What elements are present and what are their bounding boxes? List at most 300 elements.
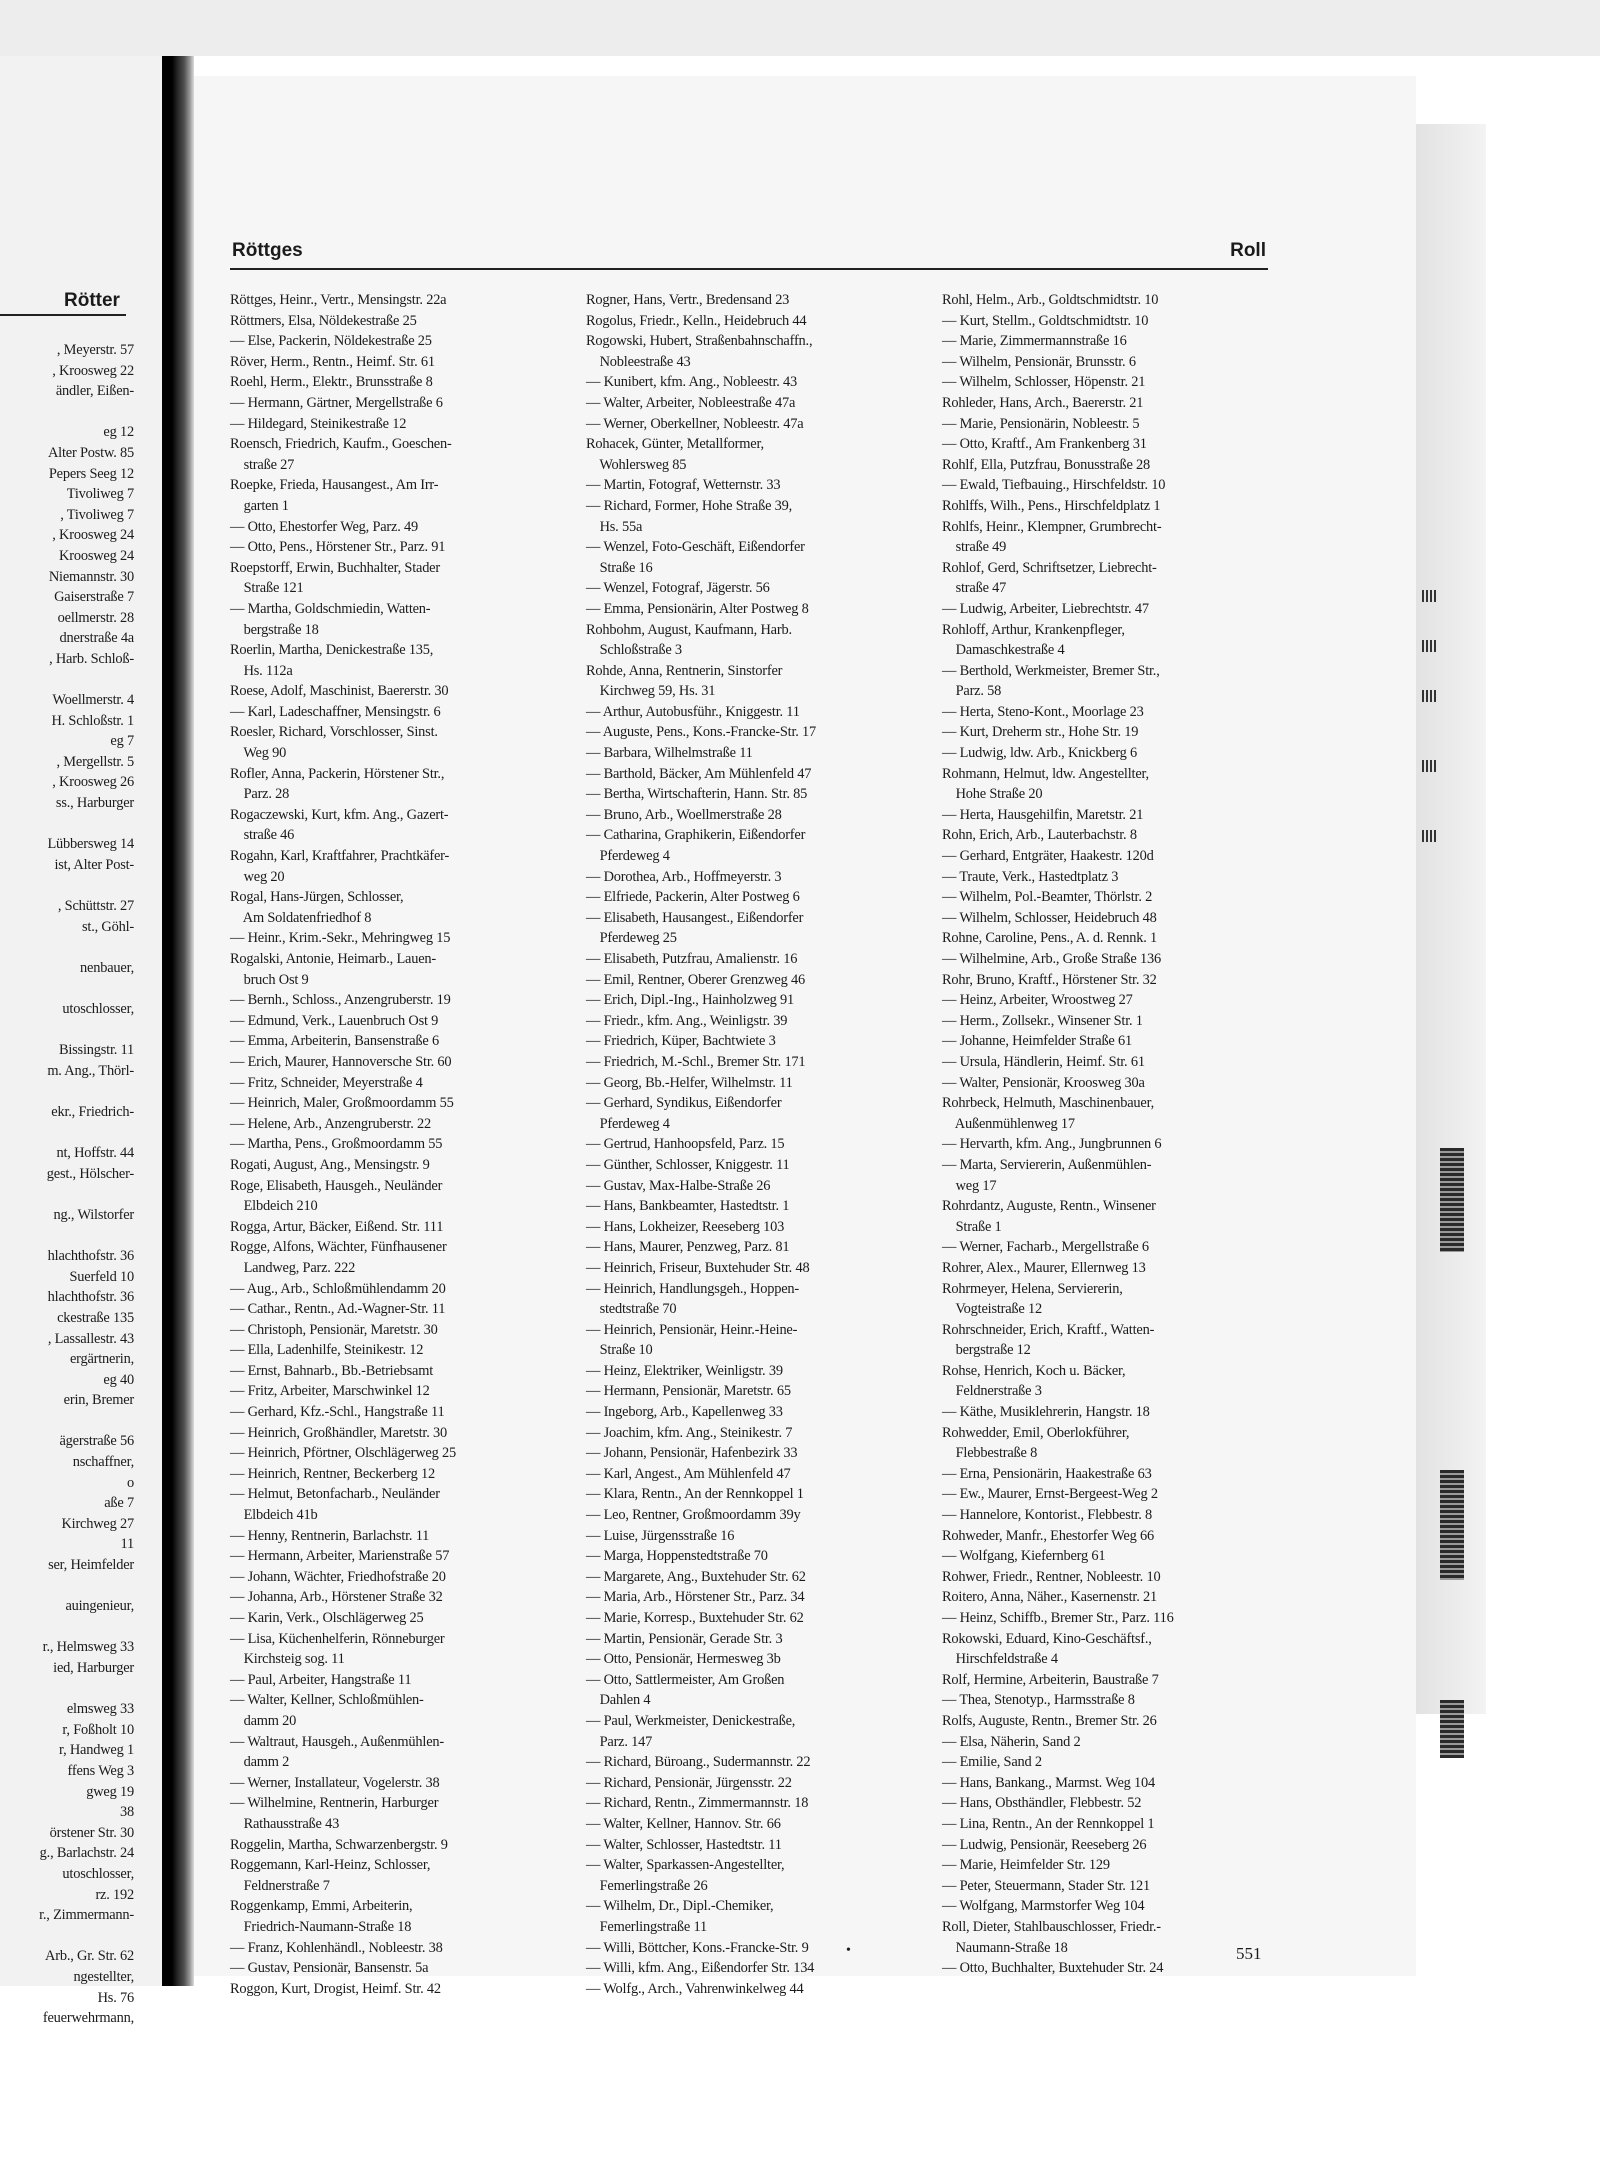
directory-entry-line: Rohweder, Manfr., Ehestorfer Weg 66 bbox=[942, 1527, 1154, 1544]
directory-entry-line: — Heinz, Schiffb., Bremer Str., Parz. 116 bbox=[942, 1610, 1174, 1626]
directory-entry-line: Kirchweg 59, Hs. 31 bbox=[586, 683, 716, 700]
directory-entry-line: Hs. 55a bbox=[586, 518, 643, 535]
directory-entry-line: Roepke, Frieda, Hausangest., Am Irr- bbox=[230, 477, 439, 494]
directory-entry-line: Nobleestraße 43 bbox=[586, 353, 691, 370]
directory-entry-line: Wohlersweg 85 bbox=[586, 456, 687, 473]
directory-entry-line: — Paul, Arbeiter, Hangstraße 11 bbox=[230, 1671, 412, 1688]
left-page-line: H. Schloßstr. 1 bbox=[51, 712, 134, 729]
directory-entry-line: — Heinrich, Großhändler, Maretstr. 30 bbox=[230, 1424, 448, 1441]
edge-bleed-tick bbox=[1422, 690, 1438, 702]
directory-entry-line: — Gerhard, Kfz.-Schl., Hangstraße 11 bbox=[230, 1404, 445, 1421]
directory-entry-line: — Friedrich, Küper, Bachtwiete 3 bbox=[586, 1033, 776, 1050]
left-page-line bbox=[0, 1226, 134, 1247]
directory-entry-line: — Heinr., Krim.-Sekr., Mehringweg 15 bbox=[230, 930, 451, 947]
directory-entry-line: — Heinrich, Pförtner, Olschlägerweg 25 bbox=[230, 1445, 457, 1462]
directory-entry-line: — Ursula, Händlerin, Heimf. Str. 61 bbox=[942, 1053, 1145, 1070]
directory-entry-line: — Peter, Steuermann, Stader Str. 121 bbox=[942, 1877, 1151, 1894]
directory-entry-line: Straße 121 bbox=[230, 580, 304, 597]
directory-entry-line: — Ludwig, Pensionär, Reeseberg 26 bbox=[942, 1836, 1147, 1853]
directory-entry-line: — Marie, Heimfelder Str. 129 bbox=[942, 1857, 1110, 1874]
left-page-line: m. Ang., Thörl- bbox=[47, 1062, 134, 1079]
directory-entry-line: — Wenzel, Foto-Geschäft, Eißendorfer bbox=[586, 539, 805, 556]
directory-entry-line: — Paul, Werkmeister, Denickestraße, bbox=[586, 1712, 796, 1729]
directory-entry-line: — Auguste, Pens., Kons.-Francke-Str. 17 bbox=[586, 724, 817, 741]
directory-entry-line: — Kunibert, kfm. Ang., Nobleestr. 43 bbox=[586, 374, 798, 391]
left-page-line: Pepers Seeg 12 bbox=[48, 465, 134, 482]
directory-entry-line: — Barbara, Wilhelmstraße 11 bbox=[586, 745, 753, 762]
book-binding bbox=[162, 56, 194, 1986]
directory-entry-line: Weg 90 bbox=[230, 745, 287, 762]
directory-entry-line: bruch Ost 9 bbox=[230, 971, 309, 988]
directory-entry-line: — Gustav, Max-Halbe-Straße 26 bbox=[586, 1177, 771, 1194]
directory-entry-line: garten 1 bbox=[230, 497, 289, 514]
directory-entry-line: Rohleder, Hans, Arch., Baererstr. 21 bbox=[942, 394, 1144, 411]
directory-entry-line: Rohse, Henrich, Koch u. Bäcker, bbox=[942, 1362, 1126, 1379]
directory-entry-line: Straße 10 bbox=[586, 1342, 653, 1359]
directory-entry-line: straße 27 bbox=[230, 456, 295, 473]
directory-entry-line: — Gerhard, Entgräter, Haakestr. 120d bbox=[942, 848, 1154, 865]
edge-bleed-mark bbox=[1440, 1148, 1464, 1252]
directory-entry-line: — Wilhelmine, Arb., Große Straße 136 bbox=[942, 951, 1161, 967]
directory-entry-line: Am Soldatenfriedhof 8 bbox=[230, 909, 372, 926]
left-page-line bbox=[0, 1123, 134, 1144]
directory-entry-line: Landweg, Parz. 222 bbox=[230, 1259, 356, 1276]
edge-bleed-mark bbox=[1440, 1470, 1464, 1580]
directory-entry-line: Kirchsteig sog. 11 bbox=[230, 1651, 345, 1668]
left-page-line bbox=[0, 1679, 134, 1700]
directory-entry-line: — Traute, Verk., Hastedtplatz 3 bbox=[942, 868, 1119, 885]
directory-entry-line: — Hannelore, Kontorist., Flebbestr. 8 bbox=[942, 1507, 1153, 1524]
directory-entry-line: Roerlin, Martha, Denickestraße 135, bbox=[230, 642, 434, 659]
directory-entry-line: — Wenzel, Fotograf, Jägerstr. 56 bbox=[586, 580, 770, 597]
left-page-line bbox=[0, 814, 134, 835]
directory-entry-line: straße 47 bbox=[942, 580, 1007, 597]
directory-entry-line: — Heinrich, Pensionär, Heinr.-Heine- bbox=[586, 1321, 798, 1338]
directory-entry-line: — Maria, Arb., Hörstener Str., Parz. 34 bbox=[586, 1589, 805, 1606]
directory-entry-line: — Emilie, Sand 2 bbox=[942, 1754, 1042, 1771]
directory-entry-line: — Hans, Bankang., Marmst. Weg 104 bbox=[942, 1774, 1156, 1791]
directory-entry-line: — Richard, Pensionär, Jürgensstr. 22 bbox=[586, 1774, 792, 1791]
directory-entry-line: Rohwer, Friedr., Rentner, Nobleestr. 10 bbox=[942, 1568, 1161, 1585]
left-page-line: Suerfeld 10 bbox=[69, 1268, 134, 1285]
directory-entry-line: Rohmann, Helmut, ldw. Angestellter, bbox=[942, 765, 1149, 782]
directory-entry-line: Rogal, Hans-Jürgen, Schlosser, bbox=[230, 889, 404, 906]
left-page-line: , Schüttstr. 27 bbox=[57, 898, 134, 915]
directory-entry-line: Roepstorff, Erwin, Buchhalter, Stader bbox=[230, 559, 440, 576]
directory-entry-line: — Emma, Arbeiterin, Bansenstraße 6 bbox=[230, 1033, 440, 1050]
directory-entry-line: damm 2 bbox=[230, 1754, 290, 1771]
scan-background bbox=[0, 0, 1600, 56]
directory-entry-line: — Waltraut, Hausgeh., Außenmühlen- bbox=[230, 1733, 444, 1750]
directory-entry-line: — Elfriede, Packerin, Alter Postweg 6 bbox=[586, 889, 800, 906]
directory-entry-line: Roggon, Kurt, Drogist, Heimf. Str. 42 bbox=[230, 1980, 441, 1997]
left-page-line bbox=[0, 937, 134, 958]
directory-entry-line: Rohrdantz, Auguste, Rentn., Winsener bbox=[942, 1198, 1156, 1215]
directory-entry-line: Rohne, Caroline, Pens., A. d. Rennk. 1 bbox=[942, 930, 1158, 947]
left-page-line: ckestraße 135 bbox=[57, 1309, 134, 1326]
directory-entry-line: — Margarete, Ang., Buxtehuder Str. 62 bbox=[586, 1568, 806, 1585]
directory-entry-line: — Catharina, Graphikerin, Eißendorfer bbox=[586, 827, 806, 844]
directory-entry-line: — Werner, Oberkellner, Nobleestr. 47a bbox=[586, 415, 804, 432]
left-page-line bbox=[0, 1617, 134, 1638]
edge-bleed-tick bbox=[1422, 640, 1438, 652]
directory-entry-line: Rohde, Anna, Rentnerin, Sinstorfer bbox=[586, 662, 783, 679]
directory-entry-line: — Wilhelmine, Rentnerin, Harburger bbox=[230, 1795, 439, 1812]
directory-entry-line: — Ludwig, ldw. Arb., Knickberg 6 bbox=[942, 745, 1138, 762]
directory-entry-line: — Henny, Rentnerin, Barlachstr. 11 bbox=[230, 1527, 430, 1544]
left-page-line: , Kroosweg 22 bbox=[52, 362, 134, 379]
directory-entry-line: — Emil, Rentner, Oberer Grenzweg 46 bbox=[586, 971, 805, 988]
directory-entry-line: — Johanna, Arb., Hörstener Straße 32 bbox=[230, 1589, 443, 1606]
directory-entry-line: Femerlingstraße 11 bbox=[586, 1918, 707, 1935]
directory-entry-line: — Ingeborg, Arb., Kapellenweg 33 bbox=[586, 1404, 783, 1421]
directory-entry-line: — Wilhelm, Pensionär, Brunsstr. 6 bbox=[942, 353, 1136, 370]
directory-entry-line: Roggenkamp, Emmi, Arbeiterin, bbox=[230, 1898, 413, 1915]
directory-entry-line: — Thea, Stenotyp., Harmsstraße 8 bbox=[942, 1692, 1135, 1709]
directory-entry-line: — Willi, Böttcher, Kons.-Francke-Str. 9 bbox=[586, 1939, 809, 1956]
directory-entry-line: — Käthe, Musiklehrerin, Hangstr. 18 bbox=[942, 1404, 1150, 1421]
left-page-line: ergärtnerin, bbox=[69, 1351, 134, 1368]
left-page-line bbox=[0, 1020, 134, 1041]
directory-entry-line: — Emma, Pensionärin, Alter Postweg 8 bbox=[586, 600, 809, 617]
directory-entry-line: — Wolfg., Arch., Vahrenwinkelweg 44 bbox=[586, 1980, 804, 1997]
left-page-line: ffens Weg 3 bbox=[67, 1762, 134, 1779]
directory-entry-line: Rohloff, Arthur, Krankenpfleger, bbox=[942, 621, 1125, 638]
left-page-line: Bissingstr. 11 bbox=[58, 1042, 134, 1059]
left-page-line bbox=[0, 875, 134, 896]
directory-entry-line: Rohacek, Günter, Metallformer, bbox=[586, 436, 764, 453]
left-page-line bbox=[0, 978, 134, 999]
directory-entry-line: Rogga, Artur, Bäcker, Eißend. Str. 111 bbox=[230, 1218, 444, 1235]
directory-entry-line: Röttges, Heinr., Vertr., Mensingstr. 22a bbox=[230, 292, 447, 308]
directory-entry-line: — Hans, Bankbeamter, Hastedtstr. 1 bbox=[586, 1198, 790, 1215]
directory-entry-line: — Heinrich, Rentner, Beckerberg 12 bbox=[230, 1465, 435, 1482]
left-page-line: r., Helmsweg 33 bbox=[42, 1639, 134, 1656]
left-page-line: o bbox=[127, 1474, 134, 1491]
directory-entry-line: — Herta, Hausgehilfin, Maretstr. 21 bbox=[942, 806, 1144, 823]
left-page-line: , Tivoliweg 7 bbox=[60, 506, 134, 523]
directory-entry-line: Roensch, Friedrich, Kaufm., Goeschen- bbox=[230, 436, 452, 453]
header-rule bbox=[230, 268, 1268, 270]
directory-entry-line: Schloßstraße 3 bbox=[586, 642, 682, 659]
directory-entry-line: — Erich, Maurer, Hannoversche Str. 60 bbox=[230, 1053, 452, 1070]
directory-entry-line: — Helene, Arb., Anzengruberstr. 22 bbox=[230, 1115, 432, 1132]
directory-entry-line: — Erich, Dipl.-Ing., Hainholzweg 91 bbox=[586, 992, 795, 1009]
left-page-line: , Meyerstr. 57 bbox=[56, 342, 134, 358]
directory-entry-line: — Hermann, Gärtner, Mergellstraße 6 bbox=[230, 394, 443, 411]
print-speck: • bbox=[846, 1943, 851, 1958]
directory-entry-line: — Johanne, Heimfelder Straße 61 bbox=[942, 1033, 1133, 1050]
directory-entry-line: Roll, Dieter, Stahlbauschlosser, Friedr.- bbox=[942, 1918, 1161, 1935]
directory-entry-line: Rohwedder, Emil, Oberlokführer, bbox=[942, 1424, 1130, 1441]
directory-entry-line: — Cathar., Rentn., Ad.-Wagner-Str. 11 bbox=[230, 1301, 446, 1318]
directory-entry-line: — Lisa, Küchenhelferin, Rönneburger bbox=[230, 1630, 445, 1647]
directory-entry-line: — Wilhelm, Pol.-Beamter, Thörlstr. 2 bbox=[942, 889, 1153, 906]
left-page-line: Arb., Gr. Str. 62 bbox=[45, 1948, 134, 1965]
directory-entry-line: Roitero, Anna, Näher., Kasernenstr. 21 bbox=[942, 1589, 1158, 1606]
directory-entry-line: — Gertrud, Hanhoopsfeld, Parz. 15 bbox=[586, 1136, 785, 1153]
directory-entry-line: — Marta, Serviererin, Außenmühlen- bbox=[942, 1156, 1152, 1173]
directory-entry-line: Rohrer, Alex., Maurer, Ellernweg 13 bbox=[942, 1259, 1146, 1276]
left-page-line: gweg 19 bbox=[86, 1783, 134, 1800]
left-page-line: nt, Hoffstr. 44 bbox=[56, 1145, 134, 1162]
directory-entry-line: — Johann, Wächter, Friedhofstraße 20 bbox=[230, 1568, 446, 1585]
left-page-line: Hs. 76 bbox=[97, 1989, 134, 2006]
directory-entry-line: — Marie, Zimmermannstraße 16 bbox=[942, 333, 1127, 350]
directory-entry-line: — Otto, Pensionär, Hermesweg 3b bbox=[586, 1651, 781, 1668]
left-page-line bbox=[0, 670, 134, 691]
left-page-rule bbox=[0, 314, 126, 316]
directory-entry-line: — Erna, Pensionärin, Haakestraße 63 bbox=[942, 1465, 1152, 1482]
left-page-line: eg 40 bbox=[103, 1371, 134, 1388]
directory-entry-line: — Herm., Zollsekr., Winsener Str. 1 bbox=[942, 1012, 1143, 1029]
directory-entry-line: Feldnerstraße 7 bbox=[230, 1877, 330, 1894]
directory-entry-line: — Heinrich, Maler, Großmoordamm 55 bbox=[230, 1095, 454, 1112]
directory-entry-line: Rohrmeyer, Helena, Serviererin, bbox=[942, 1280, 1123, 1297]
directory-entry-line: — Heinrich, Handlungsgeh., Hoppen- bbox=[586, 1280, 800, 1297]
directory-entry-line: — Helmut, Betonfacharb., Neuländer bbox=[230, 1486, 440, 1503]
left-page-line: , Lassallestr. 43 bbox=[47, 1330, 134, 1347]
directory-entry-line: Rohbohm, August, Kaufmann, Harb. bbox=[586, 621, 792, 638]
directory-entry-line: Rogati, August, Ang., Mensingstr. 9 bbox=[230, 1156, 430, 1173]
running-head-right: Roll bbox=[1230, 240, 1266, 261]
directory-entry-line: Rogolus, Friedr., Kelln., Heidebruch 44 bbox=[586, 312, 807, 329]
directory-entry-line: — Otto, Buchhalter, Buxtehuder Str. 24 bbox=[942, 1960, 1164, 1977]
left-page-line: ägerstraße 56 bbox=[59, 1433, 134, 1450]
directory-entry-line: — Hans, Maurer, Penzweg, Parz. 81 bbox=[586, 1239, 790, 1256]
left-page-line: feuerwehrmann, bbox=[42, 2010, 134, 2027]
directory-entry-line: Feldnerstraße 3 bbox=[942, 1383, 1042, 1400]
left-page-line: st., Göhl- bbox=[82, 918, 134, 935]
directory-entry-line: Pferdeweg 4 bbox=[586, 848, 670, 865]
directory-entry-line: — Friedrich, M.-Schl., Bremer Str. 171 bbox=[586, 1053, 806, 1070]
directory-entry-line: — Wilhelm, Schlosser, Heidebruch 48 bbox=[942, 909, 1157, 926]
directory-entry-line: Röttmers, Elsa, Nöldekestraße 25 bbox=[230, 312, 417, 329]
left-page-line: hlachthofstr. 36 bbox=[47, 1248, 134, 1265]
left-page-line: ied, Harburger bbox=[53, 1660, 134, 1676]
directory-entry-line: — Hervarth, kfm. Ang., Jungbrunnen 6 bbox=[942, 1136, 1162, 1153]
left-page-line: g., Barlachstr. 24 bbox=[39, 1845, 134, 1862]
directory-entry-line: Rolf, Hermine, Arbeiterin, Baustraße 7 bbox=[942, 1671, 1159, 1688]
left-page-line: , Kroosweg 24 bbox=[52, 527, 134, 544]
directory-entry-line: Dahlen 4 bbox=[586, 1692, 651, 1709]
left-page-line: utoschlosser, bbox=[62, 1865, 134, 1882]
directory-entry-line: — Marga, Hoppenstedtstraße 70 bbox=[586, 1548, 768, 1565]
left-page-line bbox=[0, 402, 134, 423]
edge-bleed-tick bbox=[1422, 760, 1438, 772]
directory-entry-line: Rohlffs, Wilh., Pens., Hirschfeldplatz 1 bbox=[942, 497, 1161, 514]
directory-entry-line: — Walter, Kellner, Schloßmühlen- bbox=[230, 1692, 424, 1709]
directory-entry-line: Damaschkestraße 4 bbox=[942, 642, 1065, 659]
left-page-line bbox=[0, 1926, 134, 1947]
directory-entry-line: — Walter, Arbeiter, Nobleestraße 47a bbox=[586, 394, 796, 411]
left-page-line: oellmerstr. 28 bbox=[57, 609, 134, 626]
directory-entry-line: Rohrbeck, Helmuth, Maschinenbauer, bbox=[942, 1095, 1155, 1112]
directory-entry-line: — Bruno, Arb., Woellmerstraße 28 bbox=[586, 806, 782, 823]
left-page-line: Alter Postw. 85 bbox=[47, 444, 134, 461]
directory-entry-line: Rohlf, Ella, Putzfrau, Bonusstraße 28 bbox=[942, 456, 1151, 473]
directory-entry-line: straße 49 bbox=[942, 539, 1007, 556]
left-page-line bbox=[0, 1184, 134, 1205]
left-page-line: r, Foßholt 10 bbox=[62, 1721, 134, 1738]
directory-entry-line: — Lina, Rentn., An der Rennkoppel 1 bbox=[942, 1815, 1155, 1832]
directory-entry-line: — Hans, Lokheizer, Reeseberg 103 bbox=[586, 1218, 785, 1235]
left-page-line: Niemannstr. 30 bbox=[48, 568, 134, 585]
directory-entry-line: — Fritz, Arbeiter, Marschwinkel 12 bbox=[230, 1383, 430, 1400]
directory-entry-line: — Berthold, Werkmeister, Bremer Str., bbox=[942, 662, 1160, 679]
directory-entry-line: — Herta, Steno-Kont., Moorlage 23 bbox=[942, 703, 1144, 720]
directory-entry-line: — Hildegard, Steinikestraße 12 bbox=[230, 415, 407, 432]
directory-entry-line: — Wolfgang, Kiefernberg 61 bbox=[942, 1548, 1106, 1565]
directory-entry-line: — Gerhard, Syndikus, Eißendorfer bbox=[586, 1095, 782, 1112]
directory-column-3 bbox=[942, 290, 1272, 1979]
directory-entry-line: Roehl, Herm., Elektr., Brunsstraße 8 bbox=[230, 374, 433, 391]
directory-entry-line: Rolfs, Auguste, Rentn., Bremer Str. 26 bbox=[942, 1712, 1157, 1729]
left-page-line: elmsweg 33 bbox=[66, 1701, 134, 1718]
directory-entry-line: — Martin, Fotograf, Wetternstr. 33 bbox=[586, 477, 781, 494]
directory-entry-line: Femerlingstraße 26 bbox=[586, 1877, 708, 1894]
left-page-line: Kirchweg 27 bbox=[61, 1515, 134, 1532]
directory-entry-line: — Ernst, Bahnarb., Bb.-Betriebsamt bbox=[230, 1362, 434, 1379]
left-page-line: utoschlosser, bbox=[62, 1001, 134, 1017]
left-page-line: eg 12 bbox=[103, 424, 134, 441]
directory-entry-line: — Werner, Facharb., Mergellstraße 6 bbox=[942, 1239, 1149, 1256]
directory-entry-line: — Karin, Verk., Olschlägerweg 25 bbox=[230, 1610, 424, 1626]
left-page-line: r, Handweg 1 bbox=[59, 1742, 134, 1759]
directory-entry-line: — Walter, Pensionär, Kroosweg 30a bbox=[942, 1074, 1145, 1091]
directory-entry-line: weg 20 bbox=[230, 868, 285, 885]
directory-entry-line: — Heinz, Arbeiter, Wroostweg 27 bbox=[942, 992, 1133, 1009]
left-page-line: gest., Hölscher- bbox=[46, 1165, 134, 1182]
directory-entry-line: — Arthur, Autobusführ., Kniggestr. 11 bbox=[586, 703, 800, 720]
left-page-line: 11 bbox=[120, 1536, 134, 1553]
directory-entry-line: — Otto, Pens., Hörstener Str., Parz. 91 bbox=[230, 539, 446, 556]
directory-entry-line: Rogaczewski, Kurt, kfm. Ang., Gazert- bbox=[230, 806, 449, 823]
left-page-line: ss., Harburger bbox=[55, 795, 134, 812]
directory-entry-line: Roggelin, Martha, Schwarzenbergstr. 9 bbox=[230, 1836, 448, 1853]
left-page-line: Gaiserstraße 7 bbox=[54, 589, 134, 606]
directory-entry-line: bergstraße 18 bbox=[230, 621, 319, 638]
directory-entry-line: — Hermann, Arbeiter, Marienstraße 57 bbox=[230, 1548, 450, 1565]
directory-entry-line: — Wilhelm, Schlosser, Höpenstr. 21 bbox=[942, 374, 1146, 391]
directory-entry-line: — Leo, Rentner, Großmoordamm 39y bbox=[586, 1507, 801, 1524]
edge-bleed-tick bbox=[1422, 590, 1438, 602]
directory-entry-line: Rogalski, Antonie, Heimarb., Lauen- bbox=[230, 951, 437, 967]
directory-entry-line: — Karl, Angest., Am Mühlenfeld 47 bbox=[586, 1465, 791, 1482]
directory-column-1 bbox=[230, 290, 560, 1999]
left-page-line: örstener Str. 30 bbox=[49, 1824, 134, 1841]
page-number: 551 bbox=[1236, 1944, 1262, 1963]
directory-entry-line: Röver, Herm., Rentn., Heimf. Str. 61 bbox=[230, 353, 435, 370]
directory-entry-line: — Franz, Kohlenhändl., Nobleestr. 38 bbox=[230, 1939, 443, 1956]
directory-entry-line: — Elsa, Näherin, Sand 2 bbox=[942, 1733, 1081, 1750]
left-page-line: dnerstraße 4a bbox=[59, 630, 134, 647]
directory-entry-line: Hirschfeldstraße 4 bbox=[942, 1651, 1058, 1668]
directory-entry-line: Rogahn, Karl, Kraftfahrer, Prachtkäfer- bbox=[230, 848, 450, 865]
directory-entry-line: — Günther, Schlosser, Kniggestr. 11 bbox=[586, 1156, 790, 1173]
directory-entry-line: Rokowski, Eduard, Kino-Geschäftsf., bbox=[942, 1630, 1152, 1647]
directory-entry-line: Pferdeweg 4 bbox=[586, 1115, 670, 1132]
directory-entry-line: Rohr, Bruno, Kraftf., Hörstener Str. 32 bbox=[942, 971, 1157, 988]
directory-entry-line: — Gustav, Pensionär, Bansenstr. 5a bbox=[230, 1960, 429, 1977]
directory-entry-line: — Walter, Kellner, Hannov. Str. 66 bbox=[586, 1815, 781, 1832]
left-page-line: ng., Wilstorfer bbox=[53, 1206, 134, 1223]
directory-entry-line: Roggemann, Karl-Heinz, Schlosser, bbox=[230, 1857, 431, 1874]
left-page-line: eg 7 bbox=[110, 733, 134, 750]
directory-entry-line: — Barthold, Bäcker, Am Mühlenfeld 47 bbox=[586, 765, 812, 782]
running-head-left: Röttges bbox=[232, 240, 303, 261]
directory-entry-line: — Martin, Pensionär, Gerade Str. 3 bbox=[586, 1630, 783, 1647]
directory-entry-line: Rofler, Anna, Packerin, Hörstener Str., bbox=[230, 765, 445, 782]
directory-entry-line: Flebbestraße 8 bbox=[942, 1445, 1038, 1462]
directory-entry-line: — Wilhelm, Dr., Dipl.-Chemiker, bbox=[586, 1898, 774, 1915]
directory-entry-line: Elbdeich 210 bbox=[230, 1198, 318, 1215]
left-page-line bbox=[0, 1081, 134, 1102]
directory-entry-line: — Hermann, Pensionär, Maretstr. 65 bbox=[586, 1383, 791, 1400]
left-page-line: ser, Heimfelder bbox=[48, 1557, 134, 1574]
directory-entry-line: stedtstraße 70 bbox=[586, 1301, 677, 1318]
left-page bbox=[0, 56, 168, 2027]
directory-entry-line: — Luise, Jürgensstraße 16 bbox=[586, 1527, 735, 1544]
directory-entry-line: — Friedr., kfm. Ang., Weinligstr. 39 bbox=[586, 1012, 788, 1029]
directory-entry-line: — Ew., Maurer, Ernst-Bergeest-Weg 2 bbox=[942, 1486, 1158, 1503]
directory-entry-line: Rogowski, Hubert, Straßenbahnschaffn., bbox=[586, 333, 813, 350]
directory-entry-line: Außenmühlenweg 17 bbox=[942, 1115, 1075, 1132]
directory-entry-line: damm 20 bbox=[230, 1712, 297, 1729]
directory-entry-line: — Hans, Obsthändler, Flebbestr. 52 bbox=[942, 1795, 1142, 1812]
directory-entry-line: Elbdeich 41b bbox=[230, 1507, 318, 1524]
directory-entry-line: — Walter, Sparkassen-Angestellter, bbox=[586, 1857, 785, 1874]
left-page-line: ekr., Friedrich- bbox=[51, 1103, 134, 1120]
directory-entry-line: — Otto, Kraftf., Am Frankenberg 31 bbox=[942, 436, 1147, 453]
directory-entry-line: bergstraße 12 bbox=[942, 1342, 1031, 1359]
directory-entry-line: — Bernh., Schloss., Anzengruberstr. 19 bbox=[230, 992, 451, 1009]
left-page-line: erin, Bremer bbox=[63, 1392, 134, 1409]
directory-entry-line: Rohrschneider, Erich, Kraftf., Watten- bbox=[942, 1321, 1155, 1338]
left-page-line: Tivoliweg 7 bbox=[66, 486, 134, 503]
directory-entry-line: — Kurt, Stellm., Goldtschmidtstr. 10 bbox=[942, 312, 1149, 329]
left-page-line: , Mergellstr. 5 bbox=[56, 753, 134, 770]
left-page-line: nschaffner, bbox=[72, 1454, 134, 1471]
directory-entry-line: Rohlof, Gerd, Schriftsetzer, Liebrecht- bbox=[942, 559, 1157, 576]
directory-entry-line: — Martha, Goldschmiedin, Watten- bbox=[230, 600, 431, 617]
directory-entry-line: — Ludwig, Arbeiter, Liebrechtstr. 47 bbox=[942, 600, 1149, 617]
directory-entry-line: — Martha, Pens., Großmoordamm 55 bbox=[230, 1136, 443, 1153]
directory-entry-line: Straße 16 bbox=[586, 559, 653, 576]
directory-entry-line: — Richard, Rentn., Zimmermannstr. 18 bbox=[586, 1795, 809, 1812]
directory-entry-line: — Marie, Pensionärin, Nobleestr. 5 bbox=[942, 415, 1140, 432]
directory-entry-line: — Else, Packerin, Nöldekestraße 25 bbox=[230, 333, 432, 350]
directory-entry-line: weg 17 bbox=[942, 1177, 997, 1194]
directory-entry-line: — Marie, Korresp., Buxtehuder Str. 62 bbox=[586, 1610, 804, 1626]
directory-entry-line: Parz. 28 bbox=[230, 786, 290, 803]
directory-entry-line: — Georg, Bb.-Helfer, Wilhelmstr. 11 bbox=[586, 1074, 793, 1091]
directory-entry-line: — Elisabeth, Putzfrau, Amalienstr. 16 bbox=[586, 951, 798, 967]
directory-entry-line: — Ella, Ladenhilfe, Steinikestr. 12 bbox=[230, 1342, 424, 1359]
directory-entry-line: — Edmund, Verk., Lauenbruch Ost 9 bbox=[230, 1012, 439, 1029]
directory-entry-line: Hs. 112a bbox=[230, 662, 293, 679]
directory-entry-line: — Heinz, Elektriker, Weinligstr. 39 bbox=[586, 1362, 783, 1379]
left-page-column bbox=[0, 340, 134, 2029]
directory-entry-line: straße 46 bbox=[230, 827, 295, 844]
directory-entry-line: — Heinrich, Friseur, Buxtehuder Str. 48 bbox=[586, 1259, 810, 1276]
directory-entry-line: Rohlfs, Heinr., Klempner, Grumbrecht- bbox=[942, 518, 1162, 535]
left-page-header: Rötter bbox=[64, 290, 120, 311]
edge-bleed-mark bbox=[1440, 1700, 1464, 1758]
directory-entry-line: Rohn, Erich, Arb., Lauterbachstr. 8 bbox=[942, 827, 1137, 844]
directory-entry-line: Naumann-Straße 18 bbox=[942, 1939, 1068, 1956]
left-page-line: 38 bbox=[120, 1804, 134, 1821]
